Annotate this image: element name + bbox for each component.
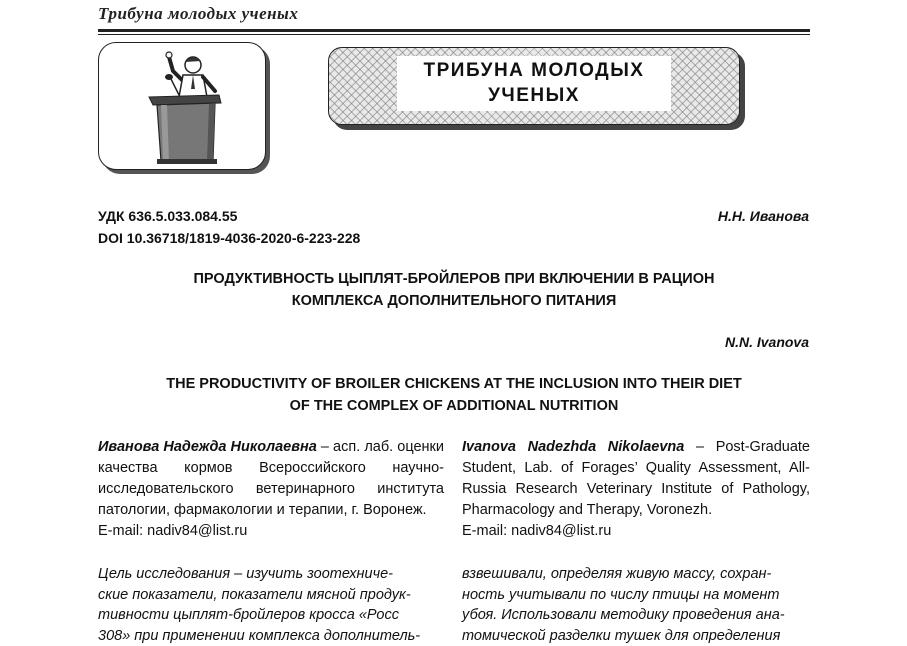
speaker-at-podium-icon <box>99 43 266 170</box>
affiliation-ru-email[interactable]: E-mail: nadiv84@list.ru <box>98 523 248 539</box>
header-rule-thin <box>98 34 810 35</box>
affiliation-ru-name: Иванова Надежда Николаевна <box>98 439 317 455</box>
section-logo <box>98 42 266 170</box>
affiliation-en-text: – Post-Graduate Student, Lab. of Forages’ Quality Assessment, All-Russia Research Veterinary Institute of Pathology, Pharmacology and Therapy, Voronezh. <box>462 439 810 518</box>
affiliation-en-name: Ivanova Nadezhda Nikolaevna <box>462 439 685 455</box>
banner-title: ТРИБУНА МОЛОДЫХ УЧЕНЫХ <box>397 56 671 111</box>
affiliation-ru-text: – асп. лаб. оценки качества кормов Всероссийского научно-исследовательского ветеринарного института патологии, фармакологии и терапии, г. Воронеж. <box>98 439 444 518</box>
affiliation-en <box>462 437 810 542</box>
running-head: Трибуна молодых ученых <box>98 4 299 23</box>
header-rule-thick <box>98 29 810 32</box>
title-en: THE PRODUCTIVITY OF BROILER CHICKENS AT THE INCLUSION INTO THEIR DIET OF THE COMPLEX OF ADDITIONAL NUTRITION <box>166 376 742 414</box>
udk-code: УДК 636.5.033.084.55 <box>98 208 238 224</box>
section-banner <box>328 47 740 125</box>
affiliation-en-email[interactable]: E-mail: nadiv84@list.ru <box>462 523 612 539</box>
title-ru: ПРОДУКТИВНОСТЬ ЦЫПЛЯТ-БРОЙЛЕРОВ ПРИ ВКЛЮЧЕНИИ В РАЦИОН КОМПЛЕКСА ДОПОЛНИТЕЛЬНОГО ПИТАНИЯ <box>193 271 715 309</box>
abstract-ru-left: Цель исследования – изучить зоотехниче- ские показатели, показатели мясной продук- тивности цыплят-бройлеров кросса «Росс 308» при применении комплекса дополнитель- <box>98 566 421 644</box>
author-en: N.N. Ivanova <box>724 334 809 350</box>
affiliation-ru <box>98 437 444 542</box>
abstract-ru-right: взвешивали, определяя живую массу, сохран- ность учитывали по числу птицы на момент убоя. Использовали методику проведения ана- томической разделки тушек для определения <box>462 566 785 644</box>
doi: DOI 10.36718/1819-4036-2020-6-223-228 <box>98 230 361 246</box>
author-ru: Н.Н. Иванова <box>717 208 809 224</box>
